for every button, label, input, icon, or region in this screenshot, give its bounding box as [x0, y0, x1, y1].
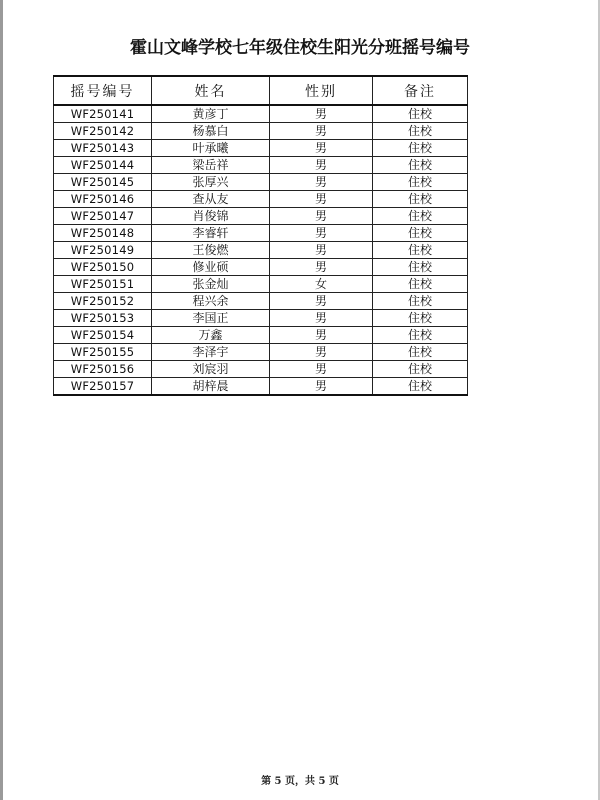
- cell-name: 李国正: [152, 310, 270, 327]
- cell-code: WF250154: [54, 327, 152, 344]
- cell-name: 李泽宇: [152, 344, 270, 361]
- cell-gender: 女: [270, 276, 373, 293]
- cell-gender: 男: [270, 105, 373, 123]
- cell-code: WF250142: [54, 123, 152, 140]
- cell-note: 住校: [373, 344, 468, 361]
- cell-note: 住校: [373, 140, 468, 157]
- cell-name: 刘宸羽: [152, 361, 270, 378]
- header-code: 摇号编号: [54, 76, 152, 105]
- table-row: [54, 225, 468, 242]
- cell-note: 住校: [373, 157, 468, 174]
- table-row: [54, 123, 468, 140]
- cell-gender: 男: [270, 174, 373, 191]
- cell-gender: 男: [270, 225, 373, 242]
- table-row: [54, 310, 468, 327]
- cell-name: 张金灿: [152, 276, 270, 293]
- cell-name: 修业硕: [152, 259, 270, 276]
- document-title: 霍山文峰学校七年级住校生阳光分班摇号编号: [130, 38, 470, 58]
- cell-name: 程兴余: [152, 293, 270, 310]
- cell-code: WF250151: [54, 276, 152, 293]
- cell-gender: 男: [270, 157, 373, 174]
- cell-gender: 男: [270, 361, 373, 378]
- cell-note: 住校: [373, 242, 468, 259]
- cell-code: WF250145: [54, 174, 152, 191]
- table-row: [54, 344, 468, 361]
- cell-gender: 男: [270, 208, 373, 225]
- cell-code: WF250148: [54, 225, 152, 242]
- cell-code: WF250153: [54, 310, 152, 327]
- table-row: [54, 242, 468, 259]
- cell-note: 住校: [373, 276, 468, 293]
- cell-name: 胡梓晨: [152, 378, 270, 396]
- cell-note: 住校: [373, 361, 468, 378]
- cell-gender: 男: [270, 259, 373, 276]
- cell-code: WF250152: [54, 293, 152, 310]
- cell-note: 住校: [373, 123, 468, 140]
- cell-gender: 男: [270, 310, 373, 327]
- cell-code: WF250149: [54, 242, 152, 259]
- cell-code: WF250143: [54, 140, 152, 157]
- cell-gender: 男: [270, 242, 373, 259]
- page-left-edge: [0, 0, 3, 800]
- table-row: [54, 378, 468, 396]
- cell-name: 梁岳祥: [152, 157, 270, 174]
- table-row: [54, 293, 468, 310]
- cell-note: 住校: [373, 208, 468, 225]
- table-row: [54, 361, 468, 378]
- header-name: 姓名: [152, 76, 270, 105]
- cell-name: 李睿轩: [152, 225, 270, 242]
- table-row: [54, 327, 468, 344]
- table-row: [54, 276, 468, 293]
- cell-note: 住校: [373, 310, 468, 327]
- table-row: [54, 259, 468, 276]
- cell-code: WF250141: [54, 105, 152, 123]
- header-gender: 性别: [270, 76, 373, 105]
- cell-gender: 男: [270, 293, 373, 310]
- cell-name: 杨慕白: [152, 123, 270, 140]
- cell-code: WF250155: [54, 344, 152, 361]
- cell-note: 住校: [373, 293, 468, 310]
- student-roster-table: [53, 75, 468, 396]
- table-body: [54, 105, 468, 395]
- table-row: [54, 174, 468, 191]
- cell-gender: 男: [270, 327, 373, 344]
- cell-gender: 男: [270, 123, 373, 140]
- cell-note: 住校: [373, 327, 468, 344]
- cell-code: WF250156: [54, 361, 152, 378]
- cell-code: WF250157: [54, 378, 152, 396]
- table-row: [54, 208, 468, 225]
- table-row: [54, 105, 468, 123]
- cell-code: WF250147: [54, 208, 152, 225]
- cell-name: 黄彦丁: [152, 105, 270, 123]
- cell-name: 叶承曦: [152, 140, 270, 157]
- cell-code: WF250146: [54, 191, 152, 208]
- cell-name: 查从友: [152, 191, 270, 208]
- table-row: [54, 191, 468, 208]
- table-header-row: [54, 76, 468, 105]
- cell-gender: 男: [270, 378, 373, 396]
- table-row: [54, 140, 468, 157]
- page-footer: 第 5 页，共 5 页: [261, 776, 339, 787]
- header-note: 备注: [373, 76, 468, 105]
- cell-note: 住校: [373, 191, 468, 208]
- cell-code: WF250150: [54, 259, 152, 276]
- cell-name: 张厚兴: [152, 174, 270, 191]
- cell-code: WF250144: [54, 157, 152, 174]
- cell-note: 住校: [373, 225, 468, 242]
- table-row: [54, 157, 468, 174]
- cell-note: 住校: [373, 378, 468, 396]
- cell-name: 肖俊锦: [152, 208, 270, 225]
- cell-note: 住校: [373, 259, 468, 276]
- cell-gender: 男: [270, 191, 373, 208]
- cell-gender: 男: [270, 344, 373, 361]
- cell-name: 万鑫: [152, 327, 270, 344]
- cell-note: 住校: [373, 105, 468, 123]
- cell-gender: 男: [270, 140, 373, 157]
- cell-name: 王俊燃: [152, 242, 270, 259]
- cell-note: 住校: [373, 174, 468, 191]
